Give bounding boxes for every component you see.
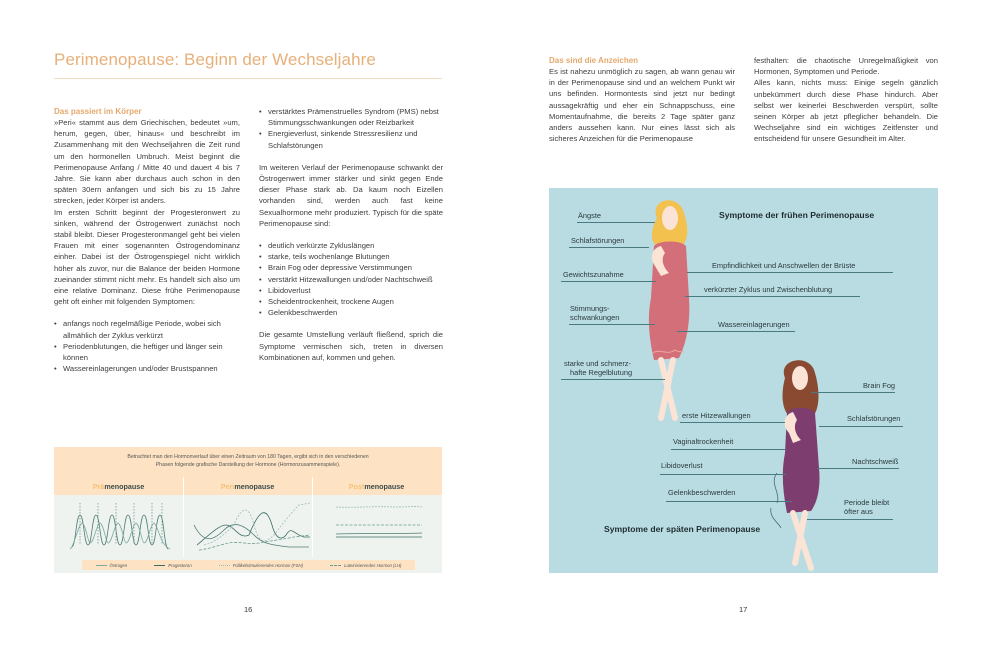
list-item: • Scheidentrockenheit, trockene Augen	[259, 296, 443, 307]
symptom-label: Schlafstörungen	[847, 414, 901, 423]
leader-line	[687, 272, 893, 273]
leader-line	[685, 296, 860, 297]
paragraph: Die gesamte Umstellung verläuft fließend, sprich die Symptome vermischen sich, treten in diversen Kombinationen auf, kommen und gehen.	[259, 330, 443, 362]
early-symptoms-title: Symptome der frühen Perimenopause	[719, 210, 875, 220]
symptom-infographic	[549, 188, 938, 573]
leader-line	[561, 281, 656, 282]
leader-line	[569, 247, 649, 248]
list-item: • Brain Fog oder depressive Verstimmungen	[259, 262, 443, 273]
paragraph: Im ersten Schritt beginnt der Progesteronwert zu sinken, während der Östrogenwert zunächst noch stabil bleibt. Dieser Progesteronmangel geht bei vielen Frauen mit einer sogenannten Östrogendominanz einher. Dabei ist der Östrogenspiegel nicht wirklich höher als zuvor, nur die Balance der beiden Hormone zueinander stimmt nicht mehr. Es handelt sich also um eine relative Dominanz. Diese frühe Perimenopause geht oft einher mit folgenden Symptomen:	[54, 207, 240, 307]
leader-line	[811, 392, 895, 393]
right-column-1	[549, 55, 735, 144]
list-item: • verstärktes Prämenstruelles Syndrom (PMS) nebst Stimmungsschwankungen oder Reizbarkeit	[259, 106, 443, 128]
leader-line	[569, 324, 655, 325]
symptom-label: Ängste	[578, 211, 602, 220]
leader-line	[561, 379, 665, 380]
leader-line	[666, 501, 792, 502]
phase-label-post: Postmenopause	[348, 482, 405, 491]
leader-line	[817, 468, 899, 469]
symptom-label: Stimmungs-	[570, 304, 610, 313]
symptom-label: Libidoverlust	[661, 461, 703, 470]
right-column-2	[754, 55, 938, 145]
left-column-1	[54, 106, 240, 374]
leader-line	[660, 474, 786, 475]
section-subhead: Das passiert im Körper	[54, 107, 142, 116]
list-item: • deutlich verkürzte Zykluslängen	[259, 240, 443, 251]
list-item: • Gelenkbeschwerden	[259, 307, 443, 318]
leader-line	[677, 331, 795, 332]
chart-legend	[82, 560, 415, 570]
paragraph: Im weiteren Verlauf der Perimenopause schwankt der Östrogenwert immer stärker und sinkt gegen Ende dieser Phase stark ab. Da kaum noch Eizellen vorhanden sind, werden auch fast keine Sexualhormone mehr produziert. Typisch für die späte Perimenopause sind:	[259, 162, 443, 228]
paragraph: Alles kann, nichts muss: Einige segeln gänzlich unbekümmert durch diese Phase hindurch. Aber selbst wer keinerlei Beschwerden verspürt, sollte seinen Körper ab jetzt pfleglicher behandeln. Die Wechseljahre sind ein wichtiges Zeitfenster und entscheidend für unsere Gesundheit im Alter.	[754, 78, 938, 144]
legend-item: Östrogen	[96, 563, 128, 568]
leader-line	[819, 426, 903, 427]
symptom-label: starke und schmerz-	[564, 359, 631, 368]
symptom-label: erste Hitzewallungen	[682, 411, 751, 420]
symptom-list	[54, 318, 240, 374]
title-divider	[54, 78, 442, 79]
symptom-label: Gelenkbeschwerden	[668, 488, 736, 497]
section-subhead: Das sind die Anzeichen	[549, 56, 639, 65]
list-item: • Periodenblutungen, die heftiger und länger sein können	[54, 341, 240, 363]
symptom-label: Nachtschweiß	[852, 457, 899, 466]
symptom-label: Gewichtszunahme	[563, 270, 624, 279]
symptom-label: schwankungen	[570, 313, 620, 322]
symptom-label: Brain Fog	[863, 381, 896, 390]
symptom-label: Vaginaltrockenheit	[673, 437, 734, 446]
leader-line	[671, 449, 786, 450]
leader-line	[680, 422, 785, 423]
page-number: 17	[739, 605, 748, 614]
page-title: Perimenopause: Beginn der Wechseljahre	[54, 50, 376, 69]
list-item: • Libidoverlust	[259, 285, 443, 296]
hormone-chart	[54, 447, 442, 573]
legend-item: Luteinisierendes Hormon (LH)	[330, 563, 401, 568]
symptom-list	[259, 106, 443, 151]
list-item: • anfangs noch regelmäßige Periode, wobei sich allmählich der Zyklus verkürzt	[54, 318, 240, 340]
list-item: • verstärkt Hitzewallungen und/oder Nachtschweiß	[259, 274, 443, 285]
hormone-curves	[54, 495, 442, 559]
symptom-label: Periode bleibt	[844, 498, 890, 507]
symptom-label: hafte Regelblutung	[570, 368, 633, 377]
left-page	[0, 0, 495, 648]
paragraph: festhalten: die chaotische Unregelmäßigkeit von Hormonen, Symptomen und Periode.	[754, 56, 938, 77]
early-perimenopause-figure	[649, 200, 689, 418]
symptom-label: Empfindlichkeit und Anschwellen der Brüste	[712, 261, 856, 270]
symptom-label: Schlafstörungen	[571, 236, 625, 245]
page-number: 16	[244, 605, 253, 614]
symptom-label: verkürzter Zyklus und Zwischenblutung	[704, 285, 833, 294]
paragraph: »Peri« stammt aus dem Griechischen, bedeutet »um, herum, gegen, über, hinaus« und beschreibt im Zusammenhang mit den Wechseljahren die Zeit rund um den hormonellen Umbruch. Meist beginnt die Perimenopause Anfang / Mitte 40 und dauert 4 bis 7 Jahre. Sie kann aber durchaus auch schon in den späten 30ern anfangen und sich bis zu 15 Jahre strecken, jeder Körper ist anders.	[54, 118, 240, 206]
list-item: • starke, teils wochenlange Blutungen	[259, 251, 443, 262]
leader-line	[807, 519, 893, 520]
symptom-label: Wassereinlagerungen	[718, 320, 790, 329]
legend-item: Follikelstimulierendes Hormon (FSH)	[219, 563, 303, 568]
leader-line	[577, 222, 655, 223]
legend-item: Progesteron	[154, 563, 191, 568]
symptom-list	[259, 240, 443, 318]
left-column-2	[259, 106, 443, 363]
list-item: • Energieverlust, sinkende Stressresilienz und Schlafstörungen	[259, 128, 443, 150]
late-symptoms-title: Symptome der späten Perimenopause	[604, 524, 761, 534]
paragraph: Es ist nahezu unmöglich zu sagen, ab wann genau wir in der Perimenopause sind und an welchem Punkt wir uns befinden. Hormontests sind jetzt nur bedingt aussagekräftig und eher ein Schnappschuss, eine Momentaufnahme, die bereits 2 Tage später ganz anders aussehen kann. Nur eines lässt sich als sicheres Anzeichen für die Perimenopause	[549, 67, 735, 144]
phase-label-peri: Perimenopause	[220, 482, 275, 491]
phase-label-pre: Prämenopause	[92, 482, 145, 491]
list-item: • Wassereinlagerungen und/oder Brustspannen	[54, 363, 240, 374]
symptom-label: öfter aus	[844, 507, 873, 516]
chart-caption: Betrachtet man den Hormonverlauf über einen Zeitraum von 180 Tagen, ergibt sich in den verschiedenen Phasen folgende grafische Darstellung der Hormone (Hormonzusammenspiele).	[127, 454, 369, 468]
